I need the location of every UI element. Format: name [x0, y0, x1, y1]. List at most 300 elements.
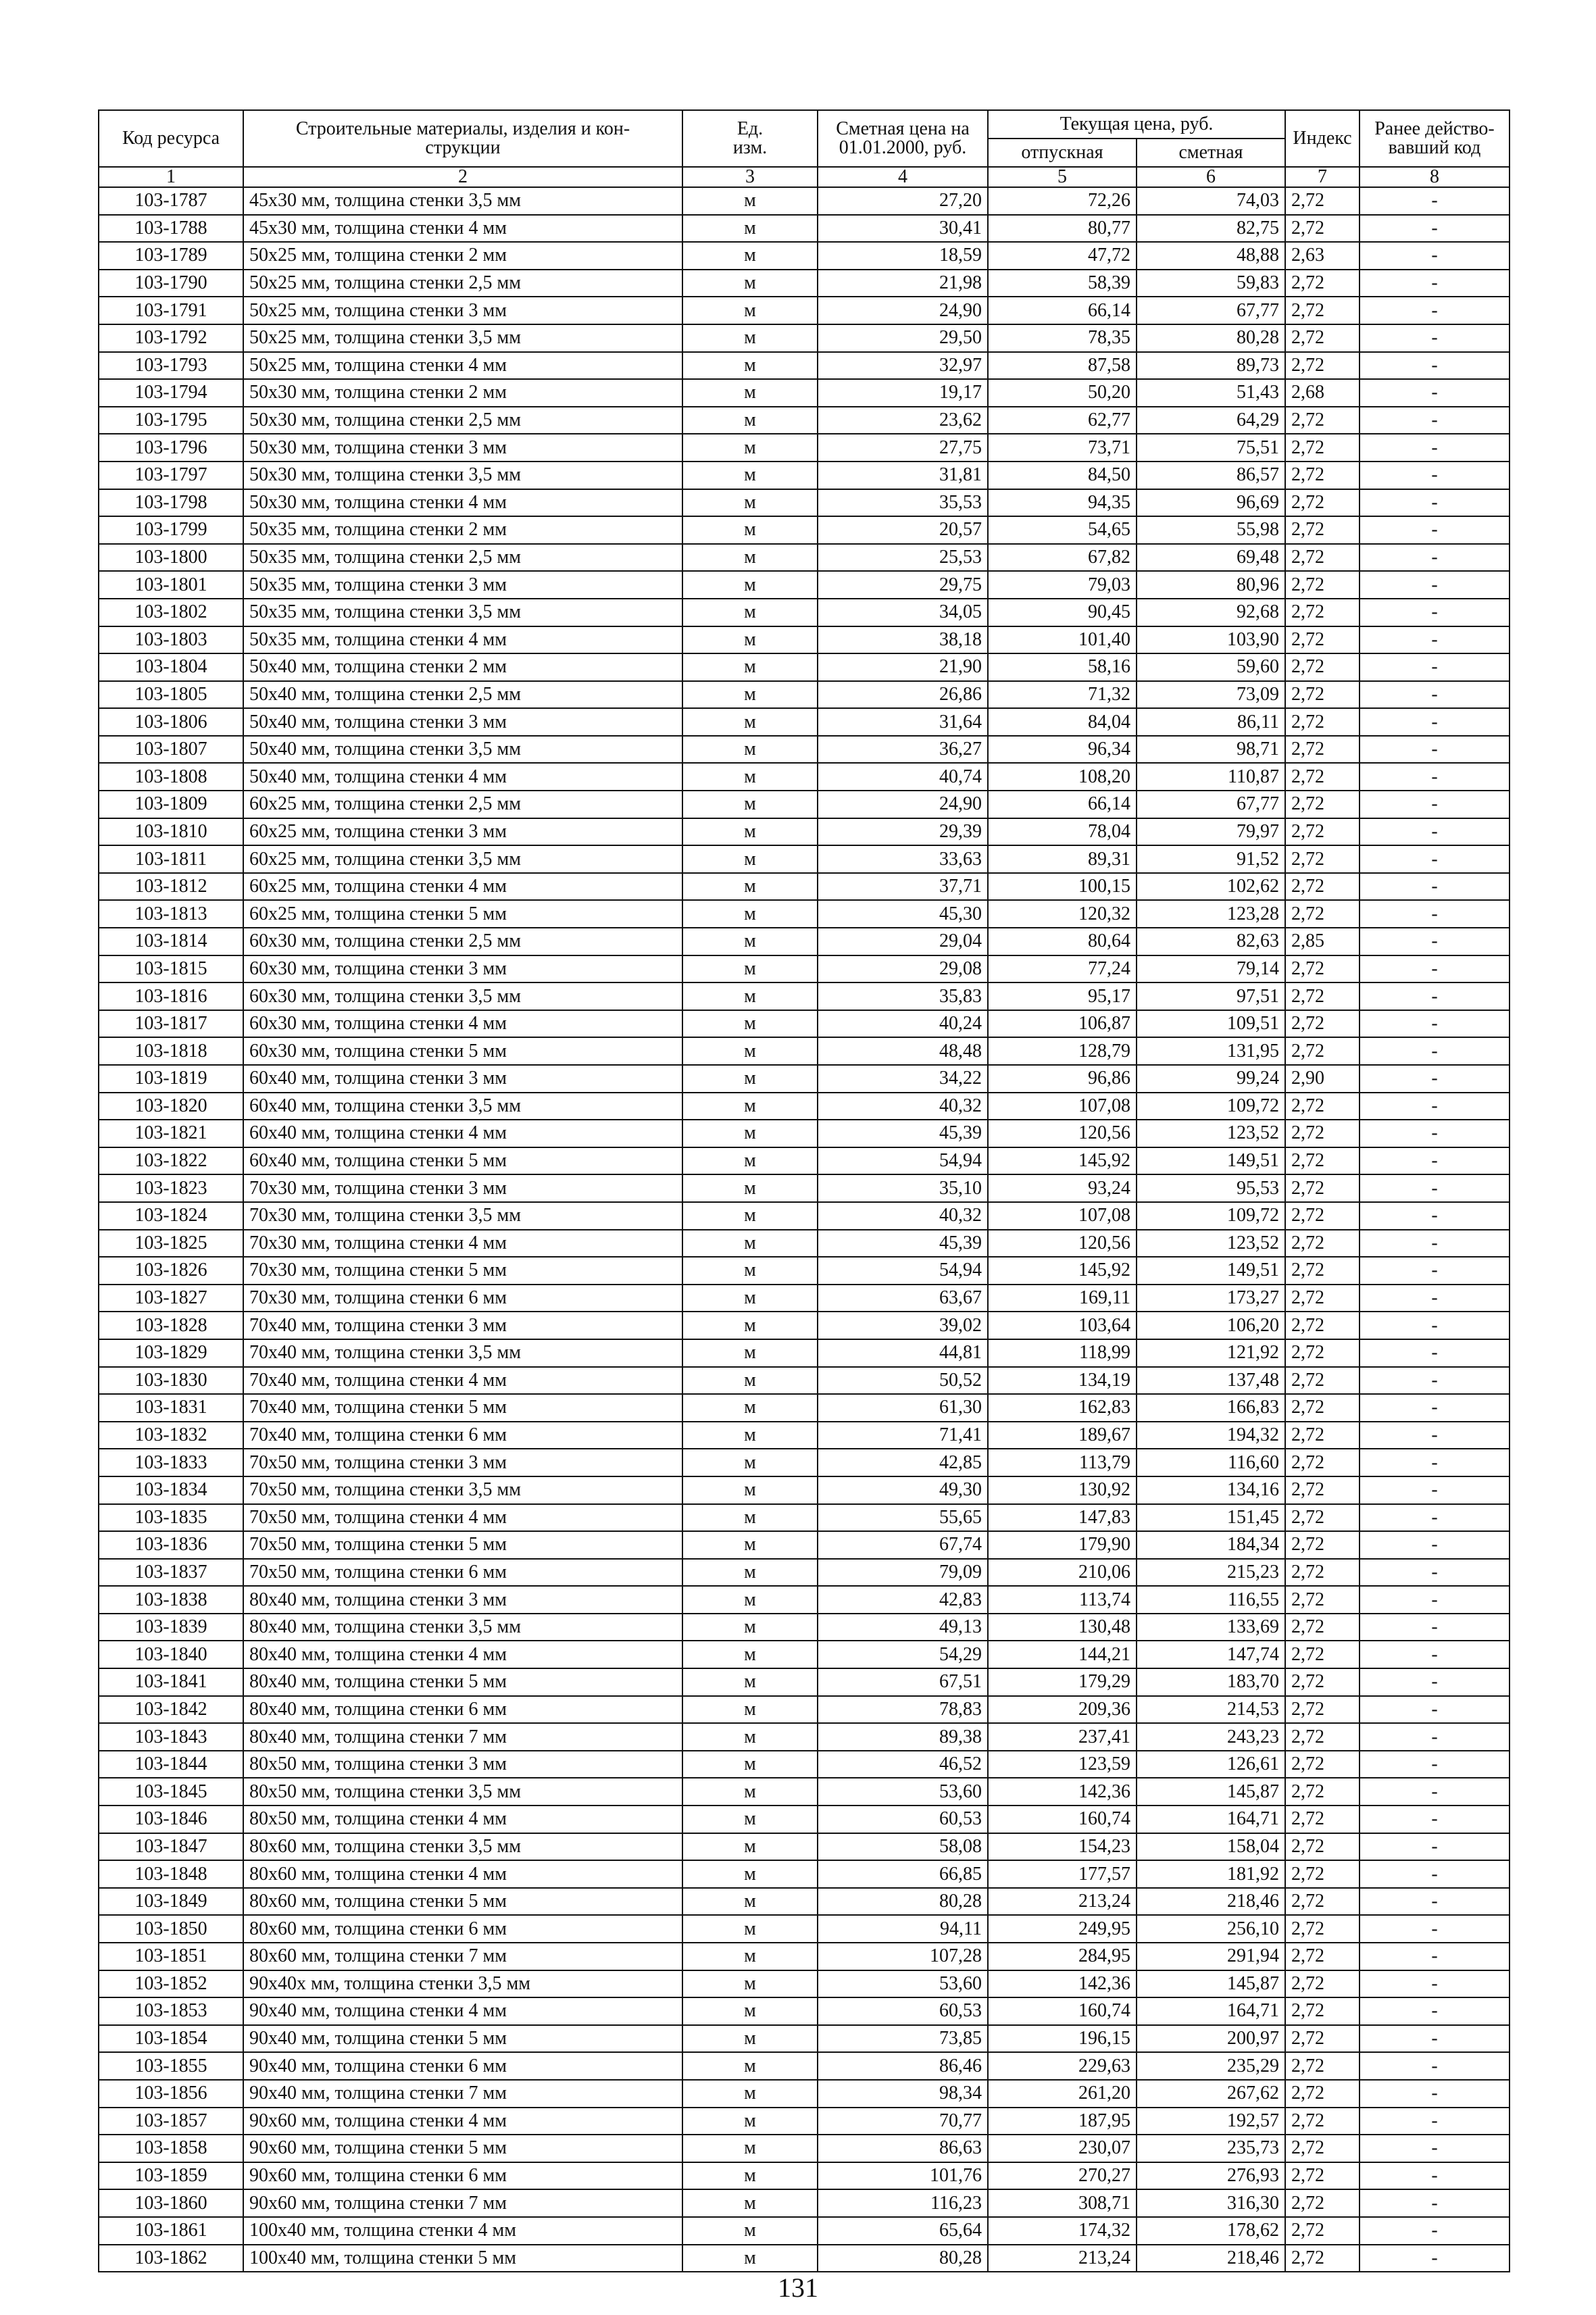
estimate-price-cell: 79,14 — [1137, 955, 1285, 983]
resource-code-cell: 103-1805 — [99, 681, 243, 709]
material-name-cell: 50x40 мм, толщина стенки 3 мм — [243, 708, 682, 736]
material-name-cell: 70x30 мм, толщина стенки 6 мм — [243, 1285, 682, 1312]
resource-code-cell: 103-1827 — [99, 1285, 243, 1312]
estimate-price-cell: 97,51 — [1137, 982, 1285, 1010]
estimate-price-cell: 200,97 — [1137, 2025, 1285, 2053]
sale-price-cell: 187,95 — [988, 2108, 1137, 2135]
estimate-price-cell: 110,87 — [1137, 763, 1285, 791]
index-cell: 2,72 — [1285, 873, 1360, 901]
estimate-price-cell: 75,51 — [1137, 434, 1285, 462]
sale-price-cell: 66,14 — [988, 297, 1137, 324]
header-unit: Ед. изм. — [682, 110, 818, 167]
sale-price-cell: 47,72 — [988, 242, 1137, 270]
material-name-cell: 60x30 мм, толщина стенки 3 мм — [243, 955, 682, 983]
prev-code-cell: - — [1360, 1860, 1510, 1888]
material-name-cell: 70x50 мм, толщина стенки 3,5 мм — [243, 1476, 682, 1504]
material-name-cell: 60x30 мм, толщина стенки 3,5 мм — [243, 982, 682, 1010]
resource-code-cell: 103-1852 — [99, 1970, 243, 1998]
resource-code-cell: 103-1835 — [99, 1504, 243, 1532]
resource-code-cell: 103-1831 — [99, 1394, 243, 1422]
resource-code-cell: 103-1855 — [99, 2052, 243, 2080]
base-price-cell: 30,41 — [818, 215, 988, 243]
sale-price-cell: 169,11 — [988, 1285, 1137, 1312]
prev-code-cell: - — [1360, 215, 1510, 243]
unit-cell: м — [682, 1230, 818, 1258]
prev-code-cell: - — [1360, 1422, 1510, 1449]
index-cell: 2,72 — [1285, 1806, 1360, 1833]
resource-code-cell: 103-1806 — [99, 708, 243, 736]
sale-price-cell: 209,36 — [988, 1696, 1137, 1724]
estimate-price-cell: 267,62 — [1137, 2080, 1285, 2108]
unit-cell: м — [682, 955, 818, 983]
table-row — [99, 1723, 1510, 1751]
resource-code-cell: 103-1833 — [99, 1449, 243, 1476]
sale-price-cell: 213,24 — [988, 1888, 1137, 1916]
unit-cell: м — [682, 1915, 818, 1943]
base-price-cell: 23,62 — [818, 407, 988, 434]
material-name-cell: 70x50 мм, толщина стенки 4 мм — [243, 1504, 682, 1532]
base-price-cell: 36,27 — [818, 736, 988, 764]
unit-cell: м — [682, 1257, 818, 1285]
resource-code-cell: 103-1821 — [99, 1120, 243, 1147]
material-name-cell: 50x35 мм, толщина стенки 2,5 мм — [243, 544, 682, 572]
estimate-price-cell: 109,51 — [1137, 1010, 1285, 1038]
material-name-cell: 80x60 мм, толщина стенки 5 мм — [243, 1888, 682, 1916]
table-row — [99, 1586, 1510, 1614]
material-name-cell: 60x40 мм, толщина стенки 5 мм — [243, 1147, 682, 1175]
table-row — [99, 2080, 1510, 2108]
sale-price-cell: 58,16 — [988, 653, 1137, 681]
material-name-cell: 50x30 мм, толщина стенки 2 мм — [243, 379, 682, 407]
table-row — [99, 955, 1510, 983]
index-cell: 2,72 — [1285, 1147, 1360, 1175]
base-price-cell: 50,52 — [818, 1367, 988, 1395]
estimate-price-cell: 64,29 — [1137, 407, 1285, 434]
sale-price-cell: 107,08 — [988, 1202, 1137, 1230]
table-row — [99, 1888, 1510, 1916]
table-row — [99, 297, 1510, 324]
resource-code-cell: 103-1798 — [99, 489, 243, 517]
estimate-price-cell: 243,23 — [1137, 1723, 1285, 1751]
estimate-price-cell: 73,09 — [1137, 681, 1285, 709]
material-name-cell: 70x50 мм, толщина стенки 5 мм — [243, 1531, 682, 1559]
table-row — [99, 1614, 1510, 1641]
column-number: 4 — [818, 167, 988, 187]
unit-cell: м — [682, 708, 818, 736]
estimate-price-cell: 121,92 — [1137, 1339, 1285, 1367]
index-cell: 2,72 — [1285, 1531, 1360, 1559]
sale-price-cell: 54,65 — [988, 516, 1137, 544]
table-row — [99, 379, 1510, 407]
index-cell: 2,72 — [1285, 187, 1360, 215]
prev-code-cell: - — [1360, 516, 1510, 544]
material-name-cell: 80x50 мм, толщина стенки 3,5 мм — [243, 1778, 682, 1806]
base-price-cell: 19,17 — [818, 379, 988, 407]
resource-code-cell: 103-1824 — [99, 1202, 243, 1230]
table-row — [99, 1422, 1510, 1449]
resource-code-cell: 103-1809 — [99, 791, 243, 818]
estimate-price-cell: 166,83 — [1137, 1394, 1285, 1422]
index-cell: 2,72 — [1285, 1422, 1360, 1449]
resource-code-cell: 103-1825 — [99, 1230, 243, 1258]
header-current-sale: отпускная — [988, 139, 1137, 167]
sale-price-cell: 229,63 — [988, 2052, 1137, 2080]
unit-cell: м — [682, 1943, 818, 1970]
table-row — [99, 681, 1510, 709]
resource-code-cell: 103-1841 — [99, 1668, 243, 1696]
table-row — [99, 1860, 1510, 1888]
estimate-price-cell: 55,98 — [1137, 516, 1285, 544]
table-row — [99, 1641, 1510, 1668]
unit-cell: м — [682, 1147, 818, 1175]
index-cell: 2,63 — [1285, 242, 1360, 270]
index-cell: 2,72 — [1285, 1120, 1360, 1147]
base-price-cell: 45,39 — [818, 1120, 988, 1147]
material-name-cell: 60x25 мм, толщина стенки 2,5 мм — [243, 791, 682, 818]
column-numbers-row — [99, 167, 1510, 187]
prev-code-cell: - — [1360, 297, 1510, 324]
material-name-cell: 80x60 мм, толщина стенки 7 мм — [243, 1943, 682, 1970]
table-row — [99, 599, 1510, 626]
base-price-cell: 80,28 — [818, 1888, 988, 1916]
resource-code-cell: 103-1802 — [99, 599, 243, 626]
prev-code-cell: - — [1360, 1970, 1510, 1998]
base-price-cell: 29,04 — [818, 928, 988, 955]
estimate-price-cell: 184,34 — [1137, 1531, 1285, 1559]
table-body — [99, 187, 1510, 2272]
base-price-cell: 79,09 — [818, 1559, 988, 1587]
base-price-cell: 73,85 — [818, 2025, 988, 2053]
material-name-cell: 60x30 мм, толщина стенки 2,5 мм — [243, 928, 682, 955]
base-price-cell: 54,94 — [818, 1257, 988, 1285]
sale-price-cell: 101,40 — [988, 626, 1137, 654]
base-price-cell: 29,75 — [818, 571, 988, 599]
table-row — [99, 2162, 1510, 2190]
material-name-cell: 60x30 мм, толщина стенки 5 мм — [243, 1037, 682, 1065]
prev-code-cell: - — [1360, 2135, 1510, 2162]
base-price-cell: 35,10 — [818, 1174, 988, 1202]
prev-code-cell: - — [1360, 1559, 1510, 1587]
table-row — [99, 462, 1510, 489]
table-row — [99, 2025, 1510, 2053]
prev-code-cell: - — [1360, 379, 1510, 407]
prev-code-cell: - — [1360, 1065, 1510, 1093]
estimate-price-cell: 91,52 — [1137, 845, 1285, 873]
base-price-cell: 60,53 — [818, 1997, 988, 2025]
prev-code-cell: - — [1360, 791, 1510, 818]
table-row — [99, 1778, 1510, 1806]
estimate-price-cell: 134,16 — [1137, 1476, 1285, 1504]
index-cell: 2,72 — [1285, 1559, 1360, 1587]
unit-cell: м — [682, 352, 818, 380]
material-name-cell: 90x60 мм, толщина стенки 5 мм — [243, 2135, 682, 2162]
sale-price-cell: 72,26 — [988, 187, 1137, 215]
base-price-cell: 31,81 — [818, 462, 988, 489]
resource-code-cell: 103-1858 — [99, 2135, 243, 2162]
material-name-cell: 50x30 мм, толщина стенки 4 мм — [243, 489, 682, 517]
estimate-price-cell: 215,23 — [1137, 1559, 1285, 1587]
unit-cell: м — [682, 571, 818, 599]
prev-code-cell: - — [1360, 1174, 1510, 1202]
base-price-cell: 49,13 — [818, 1614, 988, 1641]
unit-cell: м — [682, 1997, 818, 2025]
resource-code-cell: 103-1838 — [99, 1586, 243, 1614]
base-price-cell: 35,83 — [818, 982, 988, 1010]
estimate-price-cell: 145,87 — [1137, 1778, 1285, 1806]
table-row — [99, 1997, 1510, 2025]
resource-code-cell: 103-1856 — [99, 2080, 243, 2108]
sale-price-cell: 58,39 — [988, 270, 1137, 297]
resource-code-cell: 103-1811 — [99, 845, 243, 873]
material-name-cell: 90x40 мм, толщина стенки 5 мм — [243, 2025, 682, 2053]
index-cell: 2,72 — [1285, 982, 1360, 1010]
base-price-cell: 24,90 — [818, 791, 988, 818]
estimate-price-cell: 109,72 — [1137, 1093, 1285, 1120]
resource-code-cell: 103-1851 — [99, 1943, 243, 1970]
estimate-price-cell: 123,52 — [1137, 1230, 1285, 1258]
resource-code-cell: 103-1859 — [99, 2162, 243, 2190]
estimate-price-cell: 183,70 — [1137, 1668, 1285, 1696]
sale-price-cell: 93,24 — [988, 1174, 1137, 1202]
unit-cell: м — [682, 1778, 818, 1806]
unit-cell: м — [682, 1806, 818, 1833]
resource-code-cell: 103-1837 — [99, 1559, 243, 1587]
prev-code-cell: - — [1360, 1010, 1510, 1038]
prev-code-cell: - — [1360, 1120, 1510, 1147]
unit-cell: м — [682, 736, 818, 764]
sale-price-cell: 80,77 — [988, 215, 1137, 243]
index-cell: 2,72 — [1285, 2052, 1360, 2080]
base-price-cell: 53,60 — [818, 1970, 988, 1998]
base-price-cell: 48,48 — [818, 1037, 988, 1065]
resource-code-cell: 103-1791 — [99, 297, 243, 324]
index-cell: 2,72 — [1285, 434, 1360, 462]
sale-price-cell: 80,64 — [988, 928, 1137, 955]
resource-code-cell: 103-1839 — [99, 1614, 243, 1641]
sale-price-cell: 73,71 — [988, 434, 1137, 462]
sale-price-cell: 94,35 — [988, 489, 1137, 517]
base-price-cell: 29,08 — [818, 955, 988, 983]
index-cell: 2,72 — [1285, 1696, 1360, 1724]
unit-cell: м — [682, 2052, 818, 2080]
sale-price-cell: 308,71 — [988, 2189, 1137, 2217]
base-price-cell: 94,11 — [818, 1915, 988, 1943]
index-cell: 2,72 — [1285, 1449, 1360, 1476]
index-cell: 2,72 — [1285, 324, 1360, 352]
table-row — [99, 653, 1510, 681]
unit-cell: м — [682, 2108, 818, 2135]
resource-code-cell: 103-1822 — [99, 1147, 243, 1175]
table-row — [99, 2245, 1510, 2272]
prev-code-cell: - — [1360, 681, 1510, 709]
index-cell: 2,72 — [1285, 1367, 1360, 1395]
unit-cell: м — [682, 379, 818, 407]
base-price-cell: 60,53 — [818, 1806, 988, 1833]
sale-price-cell: 230,07 — [988, 2135, 1137, 2162]
sale-price-cell: 95,17 — [988, 982, 1137, 1010]
table-row — [99, 1285, 1510, 1312]
estimate-price-cell: 116,55 — [1137, 1586, 1285, 1614]
unit-cell: м — [682, 845, 818, 873]
sale-price-cell: 130,48 — [988, 1614, 1137, 1641]
material-name-cell: 60x40 мм, толщина стенки 4 мм — [243, 1120, 682, 1147]
header-index: Индекс — [1285, 110, 1360, 167]
base-price-cell: 18,59 — [818, 242, 988, 270]
estimate-price-cell: 192,57 — [1137, 2108, 1285, 2135]
index-cell: 2,72 — [1285, 1751, 1360, 1778]
material-name-cell: 50x40 мм, толщина стенки 4 мм — [243, 763, 682, 791]
unit-cell: м — [682, 818, 818, 846]
unit-cell: м — [682, 1476, 818, 1504]
table-row — [99, 1970, 1510, 1998]
base-price-cell: 42,85 — [818, 1449, 988, 1476]
prev-code-cell: - — [1360, 982, 1510, 1010]
index-cell: 2,72 — [1285, 1888, 1360, 1916]
material-name-cell: 50x40 мм, толщина стенки 2,5 мм — [243, 681, 682, 709]
prev-code-cell: - — [1360, 2217, 1510, 2245]
table-row — [99, 1751, 1510, 1778]
table-row — [99, 434, 1510, 462]
column-number: 5 — [988, 167, 1137, 187]
estimate-price-cell: 194,32 — [1137, 1422, 1285, 1449]
resource-code-cell: 103-1795 — [99, 407, 243, 434]
index-cell: 2,72 — [1285, 1723, 1360, 1751]
prev-code-cell: - — [1360, 708, 1510, 736]
sale-price-cell: 107,08 — [988, 1093, 1137, 1120]
material-name-cell: 80x40 мм, толщина стенки 3 мм — [243, 1586, 682, 1614]
header-name: Строительные материалы, изделия и кон- струкции — [243, 110, 682, 167]
prev-code-cell: - — [1360, 2162, 1510, 2190]
base-price-cell: 39,02 — [818, 1312, 988, 1339]
estimate-price-cell: 96,69 — [1137, 489, 1285, 517]
estimate-price-cell: 151,45 — [1137, 1504, 1285, 1532]
index-cell: 2,72 — [1285, 2245, 1360, 2272]
material-name-cell: 90x40x мм, толщина стенки 3,5 мм — [243, 1970, 682, 1998]
material-name-cell: 100x40 мм, толщина стенки 5 мм — [243, 2245, 682, 2272]
header-base-price: Сметная цена на 01.01.2000, руб. — [818, 110, 988, 167]
estimate-price-cell: 158,04 — [1137, 1833, 1285, 1861]
sale-price-cell: 120,56 — [988, 1230, 1137, 1258]
table-row — [99, 2189, 1510, 2217]
index-cell: 2,72 — [1285, 1668, 1360, 1696]
unit-cell: м — [682, 763, 818, 791]
table-row — [99, 791, 1510, 818]
unit-cell: м — [682, 2217, 818, 2245]
material-name-cell: 50x40 мм, толщина стенки 3,5 мм — [243, 736, 682, 764]
index-cell: 2,72 — [1285, 955, 1360, 983]
table-row — [99, 407, 1510, 434]
estimate-price-cell: 126,61 — [1137, 1751, 1285, 1778]
prev-code-cell: - — [1360, 1257, 1510, 1285]
header-prev-code: Ранее действо- вавший код — [1360, 110, 1510, 167]
index-cell: 2,72 — [1285, 2025, 1360, 2053]
prev-code-cell: - — [1360, 1723, 1510, 1751]
prev-code-cell: - — [1360, 845, 1510, 873]
resource-code-cell: 103-1803 — [99, 626, 243, 654]
table-row — [99, 1559, 1510, 1587]
base-price-cell: 34,22 — [818, 1065, 988, 1093]
unit-cell: м — [682, 489, 818, 517]
unit-cell: м — [682, 2025, 818, 2053]
resource-code-cell: 103-1849 — [99, 1888, 243, 1916]
prev-code-cell: - — [1360, 1285, 1510, 1312]
base-price-cell: 55,65 — [818, 1504, 988, 1532]
index-cell: 2,72 — [1285, 1833, 1360, 1861]
prev-code-cell: - — [1360, 1312, 1510, 1339]
index-cell: 2,72 — [1285, 1943, 1360, 1970]
resource-code-cell: 103-1799 — [99, 516, 243, 544]
index-cell: 2,72 — [1285, 681, 1360, 709]
price-table — [98, 109, 1510, 2272]
prev-code-cell: - — [1360, 1147, 1510, 1175]
material-name-cell: 70x40 мм, толщина стенки 3 мм — [243, 1312, 682, 1339]
index-cell: 2,72 — [1285, 407, 1360, 434]
base-price-cell: 86,63 — [818, 2135, 988, 2162]
prev-code-cell: - — [1360, 928, 1510, 955]
resource-code-cell: 103-1787 — [99, 187, 243, 215]
resource-code-cell: 103-1794 — [99, 379, 243, 407]
column-number: 6 — [1137, 167, 1285, 187]
table-row — [99, 1476, 1510, 1504]
material-name-cell: 70x30 мм, толщина стенки 5 мм — [243, 1257, 682, 1285]
prev-code-cell: - — [1360, 1778, 1510, 1806]
page-number: 131 — [778, 2272, 818, 2303]
unit-cell: м — [682, 407, 818, 434]
table-row — [99, 1367, 1510, 1395]
material-name-cell: 80x60 мм, толщина стенки 6 мм — [243, 1915, 682, 1943]
index-cell: 2,90 — [1285, 1065, 1360, 1093]
base-price-cell: 54,94 — [818, 1147, 988, 1175]
base-price-cell: 42,83 — [818, 1586, 988, 1614]
unit-cell: м — [682, 1504, 818, 1532]
base-price-cell: 21,90 — [818, 653, 988, 681]
estimate-price-cell: 103,90 — [1137, 626, 1285, 654]
table-row — [99, 1257, 1510, 1285]
prev-code-cell: - — [1360, 818, 1510, 846]
unit-cell: м — [682, 1531, 818, 1559]
unit-cell: м — [682, 1970, 818, 1998]
index-cell: 2,72 — [1285, 845, 1360, 873]
sale-price-cell: 177,57 — [988, 1860, 1137, 1888]
material-name-cell: 60x25 мм, толщина стенки 5 мм — [243, 900, 682, 928]
index-cell: 2,72 — [1285, 2162, 1360, 2190]
resource-code-cell: 103-1840 — [99, 1641, 243, 1668]
prev-code-cell: - — [1360, 1915, 1510, 1943]
estimate-price-cell: 95,53 — [1137, 1174, 1285, 1202]
estimate-price-cell: 89,73 — [1137, 352, 1285, 380]
table-row — [99, 544, 1510, 572]
table-row — [99, 1065, 1510, 1093]
sale-price-cell: 174,32 — [988, 2217, 1137, 2245]
estimate-price-cell: 48,88 — [1137, 242, 1285, 270]
estimate-price-cell: 59,83 — [1137, 270, 1285, 297]
index-cell: 2,72 — [1285, 516, 1360, 544]
table-row — [99, 1093, 1510, 1120]
unit-cell: м — [682, 1723, 818, 1751]
sale-price-cell: 66,14 — [988, 791, 1137, 818]
index-cell: 2,72 — [1285, 1860, 1360, 1888]
base-price-cell: 67,74 — [818, 1531, 988, 1559]
sale-price-cell: 123,59 — [988, 1751, 1137, 1778]
resource-code-cell: 103-1843 — [99, 1723, 243, 1751]
price-sheet — [98, 109, 1509, 2272]
estimate-price-cell: 133,69 — [1137, 1614, 1285, 1641]
sale-price-cell: 96,86 — [988, 1065, 1137, 1093]
unit-cell: м — [682, 928, 818, 955]
material-name-cell: 90x40 мм, толщина стенки 6 мм — [243, 2052, 682, 2080]
prev-code-cell: - — [1360, 900, 1510, 928]
unit-cell: м — [682, 544, 818, 572]
